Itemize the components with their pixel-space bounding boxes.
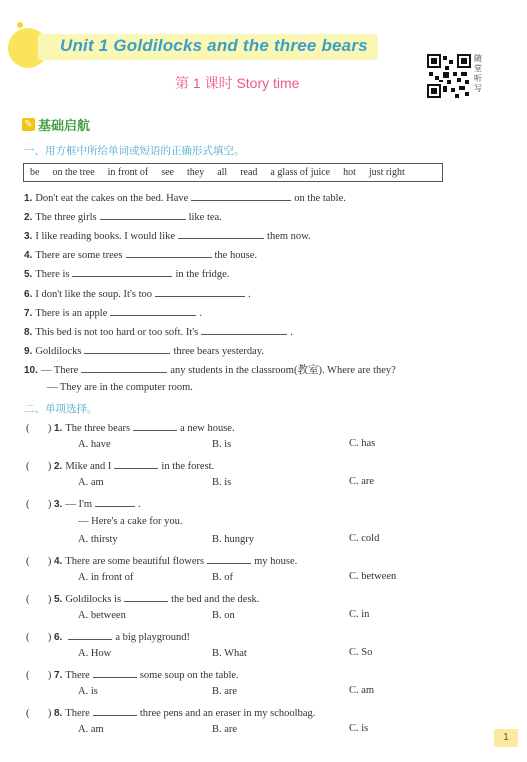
mc-question-2: ( ) 2. Mike and I in the forest. (26, 458, 214, 473)
option-c[interactable]: C. cold (349, 533, 380, 544)
option-b[interactable]: B. are (212, 686, 238, 697)
answer-blank[interactable] (201, 324, 287, 335)
word-item: in front of (107, 167, 149, 178)
option-c[interactable]: C. in (349, 609, 370, 620)
word-item: they (186, 167, 205, 178)
option-c[interactable]: C. am (349, 685, 375, 696)
fill-sentence-4: 4. There are some trees the house. (24, 247, 257, 262)
option-c[interactable]: C. between (349, 571, 397, 582)
word-item: a glass of juice (270, 167, 331, 178)
option-b[interactable]: B. What (212, 648, 247, 659)
option-b[interactable]: B. of (212, 572, 233, 583)
answer-paren[interactable]: ( ) (26, 670, 52, 681)
option-b[interactable]: B. is (212, 439, 232, 450)
fill-sentence-3: 3. I like reading books. I would like them now. (24, 228, 311, 243)
part1-heading: 一、用方框中所给单词或短语的正确形式填空。 (24, 145, 245, 157)
mc-question-1: ( ) 1. The three bears a new house. (26, 420, 235, 435)
answer-paren[interactable]: ( ) (26, 594, 52, 605)
word-item: see (161, 167, 174, 178)
answer-paren[interactable]: ( ) (26, 632, 52, 643)
fill-sentence-7: 7. There is an apple . (24, 305, 202, 320)
word-item: hot (343, 167, 356, 178)
answer-blank[interactable] (191, 190, 291, 201)
mc-question-5: ( ) 5. Goldilocks is the bed and the desk. (26, 591, 259, 606)
word-box (23, 163, 443, 182)
option-a[interactable]: A. am (78, 477, 104, 488)
section-icon: ✎ (22, 118, 35, 131)
option-b[interactable]: B. are (212, 724, 238, 735)
word-item: all (217, 167, 228, 178)
answer-paren[interactable]: ( ) (26, 423, 52, 434)
option-a[interactable]: A. have (78, 439, 111, 450)
option-a[interactable]: A. is (78, 686, 98, 697)
answer-paren[interactable]: ( ) (26, 708, 52, 719)
qr-caption: 随堂听写 (474, 54, 482, 93)
option-a[interactable]: A. thirsty (78, 534, 118, 545)
mc-question-3: ( ) 3. — I'm . (26, 496, 141, 511)
qr-code-icon[interactable] (427, 54, 471, 98)
option-c[interactable]: C. is (349, 723, 369, 734)
page-number: 1 (494, 729, 518, 747)
option-a[interactable]: A. in front of (78, 572, 134, 583)
mc-question-8: ( ) 8. There three pens and an eraser in my schoolbag. (26, 705, 315, 720)
answer-blank[interactable] (178, 228, 264, 239)
fill-sentence-8: 8. This bed is not too hard or too soft. It's . (24, 324, 293, 339)
mc-question-3-reply: — Here's a cake for you. (78, 516, 183, 527)
answer-blank[interactable] (72, 266, 172, 277)
fill-sentence-1: 1. Don't eat the cakes on the bed. Have on the table. (24, 190, 346, 205)
mc-question-6: ( ) 6. a big playground! (26, 629, 190, 644)
part2-heading: 二、单项选择。 (24, 403, 98, 415)
answer-blank[interactable] (81, 362, 167, 373)
word-item: read (240, 167, 258, 178)
option-a[interactable]: A. between (78, 610, 126, 621)
fill-sentence-6: 6. I don't like the soup. It's too . (24, 286, 251, 301)
word-item: be (30, 167, 40, 178)
option-c[interactable]: C. are (349, 476, 375, 487)
decor-dot (17, 22, 23, 28)
answer-blank[interactable] (84, 343, 170, 354)
answer-blank[interactable] (110, 305, 196, 316)
answer-blank[interactable] (126, 247, 212, 258)
section-title: 基础启航 (38, 118, 91, 133)
answer-paren[interactable]: ( ) (26, 461, 52, 472)
word-item: on the tree (52, 167, 95, 178)
option-b[interactable]: B. is (212, 477, 232, 488)
fill-answer-10: — They are in the computer room. (47, 382, 193, 393)
mc-question-7: ( ) 7. There some soup on the table. (26, 667, 239, 682)
fill-sentence-5: 5. There is in the fridge. (24, 266, 229, 281)
option-b[interactable]: B. on (212, 610, 235, 621)
option-c[interactable]: C. has (349, 438, 376, 449)
option-c[interactable]: C. So (349, 647, 373, 658)
option-b[interactable]: B. hungry (212, 534, 254, 545)
answer-blank[interactable] (100, 209, 186, 220)
option-a[interactable]: A. am (78, 724, 104, 735)
word-item: just right (368, 167, 405, 178)
fill-sentence-2: 2. The three girls like tea. (24, 209, 222, 224)
mc-question-4: ( ) 4. There are some beautiful flowers my house. (26, 553, 297, 568)
answer-paren[interactable]: ( ) (26, 499, 52, 510)
option-a[interactable]: A. How (78, 648, 112, 659)
fill-sentence-9: 9. Goldilocks three bears yesterday. (24, 343, 264, 358)
answer-blank[interactable] (155, 286, 245, 297)
lesson-title: 第 1 课时 Story time (175, 75, 300, 91)
unit-title: Unit 1 Goldilocks and the three bears (60, 36, 368, 55)
fill-sentence-10: 10. — There any students in the classroom(教室). Where are they? (24, 362, 396, 377)
answer-paren[interactable]: ( ) (26, 556, 52, 567)
